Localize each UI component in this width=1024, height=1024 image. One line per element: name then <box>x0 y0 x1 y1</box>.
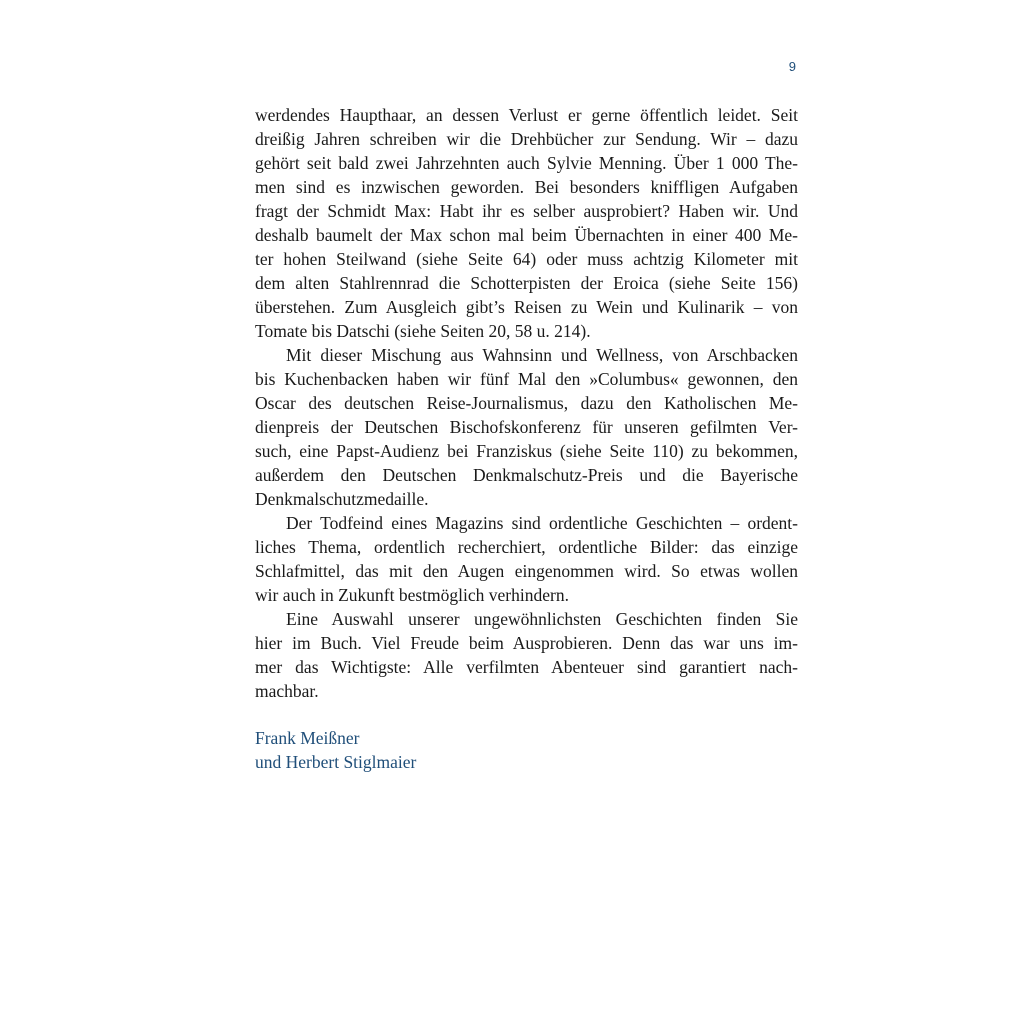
text-line: Mit dieser Mischung aus Wahnsinn und Wellness, von Arschbacken <box>286 345 798 365</box>
author-name: und Herbert Stiglmaier <box>255 752 417 772</box>
text-line: fragt der Schmidt Max: Habt ihr es selber ausprobiert? Haben wir. Und <box>255 201 798 221</box>
author-name: Frank Meißner <box>255 728 360 748</box>
text-line: Oscar des deutschen Reise-Journalismus, dazu den Katholischen Me- <box>255 393 798 413</box>
text-line: bis Kuchenbacken haben wir fünf Mal den »Columbus« gewonnen, den <box>255 369 798 389</box>
paragraph <box>255 511 798 607</box>
text-line: ter hohen Steilwand (siehe Seite 64) oder muss achtzig Kilometer mit <box>255 249 798 269</box>
text-line: Der Todfeind eines Magazins sind ordentliche Geschichten – ordent- <box>286 513 798 533</box>
paragraph <box>255 607 798 703</box>
text-line: gehört seit bald zwei Jahrzehnten auch Sylvie Menning. Über 1 000 The- <box>255 153 798 173</box>
text-line: Eine Auswahl unserer ungewöhnlichsten Geschichten finden Sie <box>286 609 798 629</box>
text-line: deshalb baumelt der Max schon mal beim Übernachten in einer 400 Me- <box>255 225 798 245</box>
text-line: dienpreis der Deutschen Bischofskonferenz für unseren gefilmten Ver- <box>255 417 798 437</box>
page-number: 9 <box>788 59 796 74</box>
text-line: dem alten Stahlrennrad die Schotterpisten der Eroica (siehe Seite 156) <box>255 273 798 293</box>
text-line: liches Thema, ordentlich recherchiert, ordentliche Bilder: das einzige <box>255 537 798 557</box>
text-line: Schlafmittel, das mit den Augen eingenommen wird. So etwas wollen <box>255 561 798 581</box>
text-line: machbar. <box>255 681 319 701</box>
text-line: überstehen. Zum Ausgleich gibt’s Reisen zu Wein und Kulinarik – von <box>255 297 798 317</box>
author-signature <box>255 726 416 774</box>
text-line: men sind es inzwischen geworden. Bei besonders kniffligen Aufgaben <box>255 177 798 197</box>
text-line: werdendes Haupthaar, an dessen Verlust er gerne öffentlich leidet. Seit <box>255 105 798 125</box>
text-line: wir auch in Zukunft bestmöglich verhindern. <box>255 585 569 605</box>
text-line: hier im Buch. Viel Freude beim Ausprobieren. Denn das war uns im- <box>255 633 798 653</box>
text-line: Denkmalschutzmedaille. <box>255 489 429 509</box>
paragraph <box>255 103 798 343</box>
paragraph <box>255 343 798 511</box>
text-line: Tomate bis Datschi (siehe Seiten 20, 58 u. 214). <box>255 321 591 341</box>
text-line: dreißig Jahren schreiben wir die Drehbücher zur Sendung. Wir – dazu <box>255 129 798 149</box>
text-line: außerdem den Deutschen Denkmalschutz-Preis und die Bayerische <box>255 465 798 485</box>
body-text <box>255 103 798 703</box>
text-line: mer das Wichtigste: Alle verfilmten Abenteuer sind garantiert nach- <box>255 657 798 677</box>
text-line: such, eine Papst-Audienz bei Franziskus (siehe Seite 110) zu bekommen, <box>255 441 798 461</box>
